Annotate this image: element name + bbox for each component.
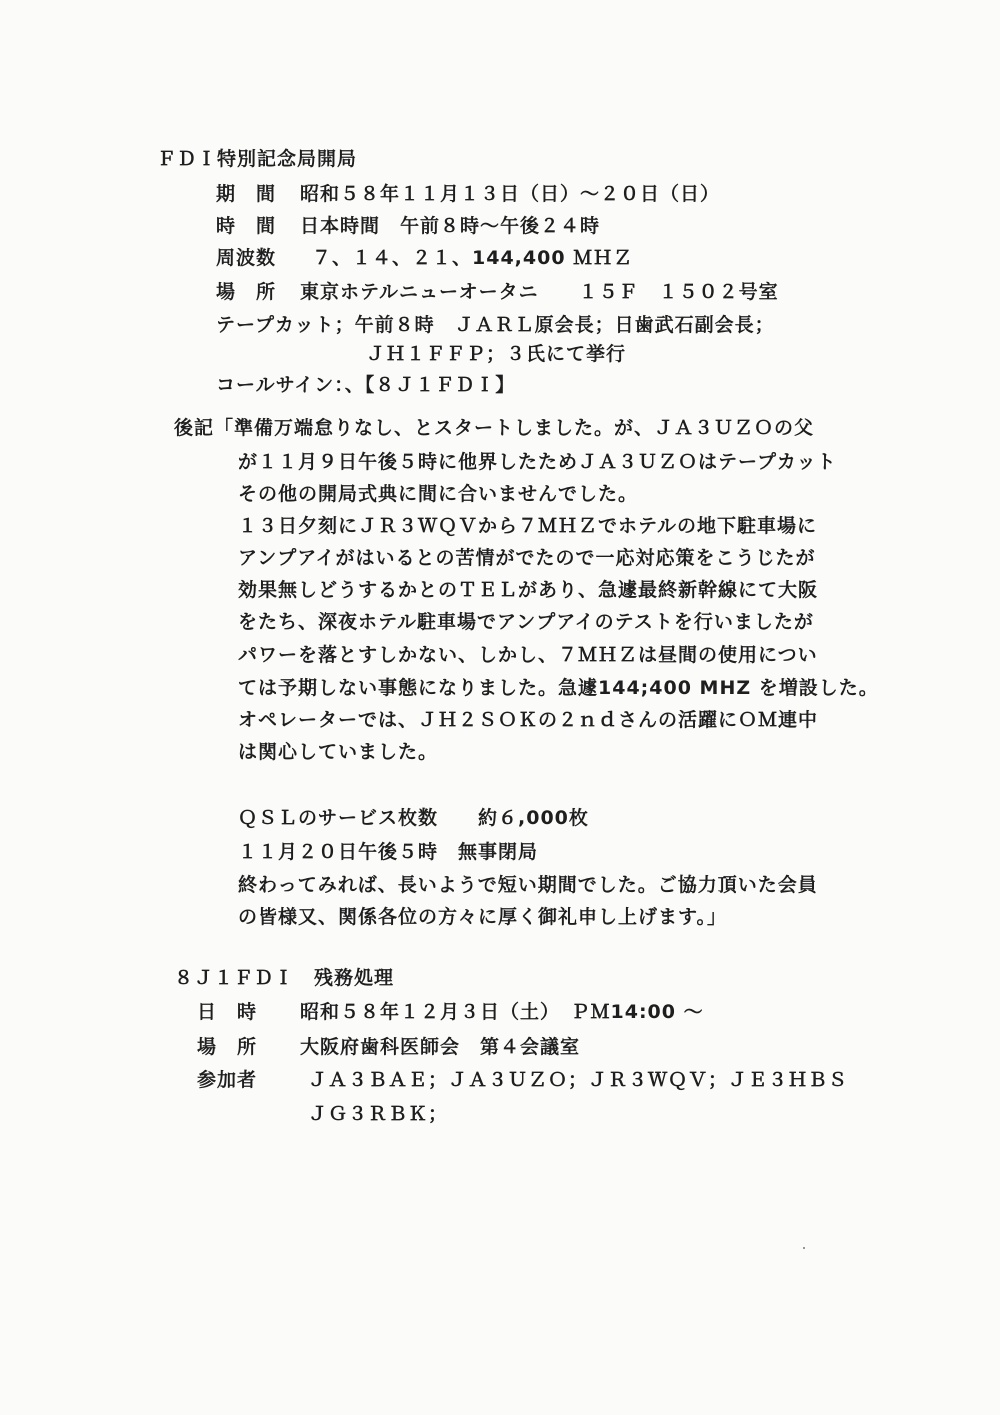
members-line-2: ＪＧ３ＲＢＫ；	[308, 1103, 449, 1125]
aftermath-place-label: 場 所	[197, 1036, 258, 1058]
postscript-line: は関心していました。	[238, 741, 439, 763]
tape-cut-line-1: テープカット；午前８時 ＪＡＲＬ原会長；日歯武石副会長；	[216, 314, 775, 336]
close-line: １１月２０日午後５時 無事閉局	[238, 841, 539, 863]
time-label: 時 間	[216, 215, 277, 237]
frequency-label: 周波数	[216, 247, 277, 269]
paper-speck	[803, 1247, 805, 1249]
members-label: 参加者	[197, 1069, 258, 1091]
time-value: 日本時間 午前８時～午後２４時	[300, 215, 601, 237]
period-value: 昭和５８年１１月１３日（日）～２０日（日）	[300, 183, 721, 205]
members-line-1: ＪＡ３ＢＡＥ；ＪＡ３ＵＺＯ；ＪＲ３ＷＱＶ；ＪＥ３ＨＢＳ	[308, 1069, 849, 1091]
date-label: 日 時	[197, 1001, 258, 1023]
thanks-line-2: の皆様又、関係各位の方々に厚く御礼申し上げます。」	[238, 906, 727, 928]
postscript-line: アンプアイがはいるとの苦情がでたので一応対応策をこうじたが	[238, 547, 816, 569]
callsign-line: コールサイン：、【８Ｊ１ＦＤＩ】	[216, 374, 516, 396]
postscript-line: ては予期しない事態になりました。急遽144;400 MHZ を増設した。	[238, 677, 879, 699]
place-value: 東京ホテルニューオータニ １５Ｆ １５０２号室	[300, 281, 779, 303]
postscript-line: その他の開局式典に間に合いませんでした。	[238, 483, 639, 505]
event-title: ＦＤＩ特別記念局開局	[157, 148, 358, 170]
frequency-value: ７、１４、２１、144,400 ＭＨＺ	[312, 247, 634, 269]
postscript-line: オペレーターでは、ＪＨ２ＳＯＫの２ｎｄさんの活躍にＯＭ連中	[238, 709, 819, 731]
postscript-line: をたち、深夜ホテル駐車場でアンプアイのテストを行いましたが	[238, 611, 814, 633]
period-label: 期 間	[216, 183, 277, 205]
aftermath-place-value: 大阪府歯科医師会 第４会議室	[300, 1036, 581, 1058]
place-label: 場 所	[216, 281, 277, 303]
date-value: 昭和５８年１２月３日（土） ＰＭ14:00 ～	[300, 1001, 704, 1023]
thanks-line-1: 終わってみれば、長いようで短い期間でした。ご協力頂いた会員	[238, 874, 818, 896]
postscript-line: 後記「準備万端怠りなし、とスタートしました。が、ＪＡ３ＵＺＯの父	[174, 417, 815, 439]
postscript-line: パワーを落とすしかない、しかし、７ＭＨＺは昼間の使用につい	[238, 644, 818, 666]
postscript-line: が１１月９日午後５時に他界したためＪＡ３ＵＺＯはテープカット	[238, 451, 837, 473]
postscript-line: １３日夕刻にＪＲ３ＷＱＶから７ＭＨＺでホテルの地下駐車場に	[238, 515, 818, 537]
tape-cut-line-2: ＪＨ１ＦＦＰ；３氏にて挙行	[366, 343, 627, 365]
qsl-line: ＱＳＬのサービス枚数 約６,000枚	[238, 807, 589, 829]
postscript-line: 効果無しどうするかとのＴＥＬがあり、急遽最終新幹線にて大阪	[238, 579, 819, 601]
aftermath-title: ８Ｊ１ＦＤＩ 残務処理	[174, 967, 395, 989]
